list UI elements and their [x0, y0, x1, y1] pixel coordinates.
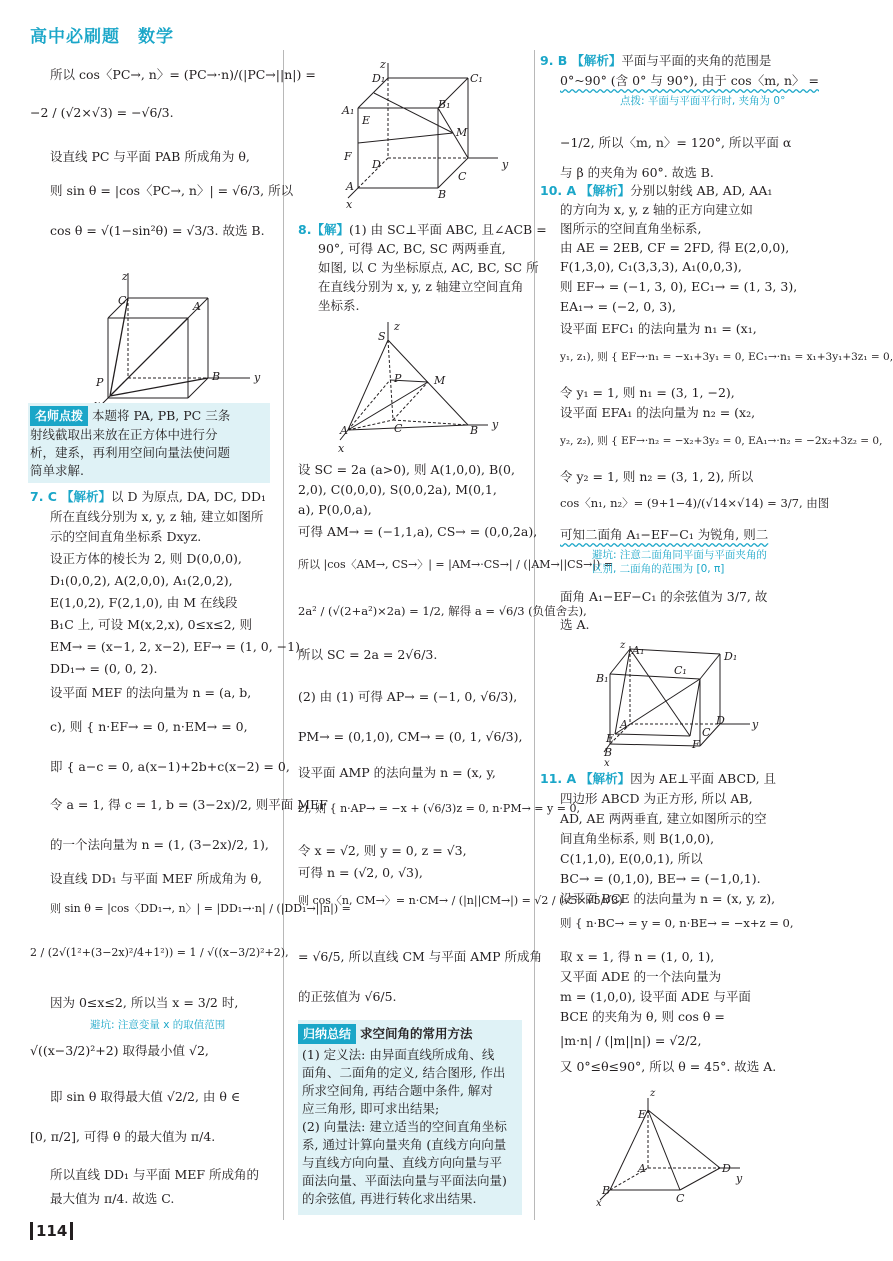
tip-line: 射线截取出来放在正方体中进行分 [30, 427, 218, 442]
summary-line: 系, 通过计算向量夹角 (直线方向向量 [302, 1137, 507, 1152]
text-line: 图所示的空间直角坐标系, [560, 221, 702, 236]
q9-tag: 【解析】 [571, 53, 622, 68]
text-line: 设平面 EFA₁ 的法向量为 n₂ = (x₂, [560, 405, 756, 420]
summary-line: 面角、二面角的定义, 结合图形, 作出 [302, 1065, 506, 1080]
text-line: 设平面 EFC₁ 的法向量为 n₁ = (x₁, [560, 321, 757, 336]
figure-label: F [692, 738, 700, 751]
column-divider [283, 50, 284, 1220]
avoid-note: 避坑: 注意变量 x 的取值范围 [90, 1019, 226, 1031]
tip-line: 析，建系，再利用空间向量法使问题 [30, 445, 231, 460]
summary-line: (2) 向量法: 建立适当的空间直角坐标 [302, 1119, 507, 1134]
q9-range-text: 0°~90° (含 0° 与 90°), 由于 cos〈m, n〉 = [560, 73, 819, 88]
text-line: 所以 cos〈PC→, n〉= (PC→·n)/(|PC→||n|) = [50, 67, 316, 82]
text-line: z), 则 { n·AP→ = −x + (√6/3)z = 0, n·PM→ = y = 0, [298, 802, 580, 815]
text-line: E(1,0,2), F(2,1,0), 由 M 在线段 [50, 595, 238, 610]
text-line: 设平面 BCE 的法向量为 n = (x, y, z), [560, 891, 776, 906]
q8-tag: 【解】 [311, 222, 349, 237]
figure-pyramid [590, 1098, 780, 1208]
q11-text: 因为 AE⊥平面 ABCD, 且 [630, 771, 777, 786]
figure-label: M [434, 374, 446, 387]
text-line: (2) 由 (1) 可得 AP→ = (−1, 0, √6/3), [298, 689, 518, 704]
figure-label: x [604, 758, 610, 769]
q11-head [540, 770, 776, 788]
tip-line [30, 406, 230, 426]
text-line: D₁(0,0,2), A(2,0,0), A₁(2,0,2), [50, 573, 233, 588]
figure-label: y [492, 418, 499, 431]
figure-label: M [456, 126, 468, 139]
figure-label: A [193, 300, 201, 313]
text-line: y₂, z₂), 则 { EF→·n₂ = −x₂+3y₂ = 0, EA₁→·n₂ = −2x₂+3z₂ = 0, [560, 435, 883, 447]
text-line: cos〈n₁, n₂〉= (9+1−4)/(√14×√14) = 3/7, 由图 [560, 496, 830, 510]
text-line: 所以直线 DD₁ 与平面 MEF 所成角的 [50, 1167, 260, 1182]
text-line: 又 0°≤θ≤90°, 所以 θ = 45°. 故选 A. [560, 1059, 777, 1074]
text-line: 2,0), C(0,0,0), S(0,0,2a), M(0,1, [298, 482, 497, 497]
q9-text: 平面与平面的夹角的范围是 [621, 53, 772, 68]
figure-label: B₁ [596, 672, 609, 685]
text-line: 所以 |cos〈AM→, CS→〉| = |AM→·CS→| / (|AM→||CS→|) = [298, 558, 614, 571]
q7-number: 7. C [30, 489, 57, 504]
text-line: 设直线 PC 与平面 PAB 所成角为 θ, [50, 149, 250, 164]
figure-label: y [254, 371, 261, 384]
text-line: C(1,1,0), E(0,0,1), 所以 [560, 851, 703, 866]
figure-label: y [736, 1172, 743, 1185]
text-line: 2 / (2√(1²+(3−2x)²/4+1²)) = 1 / √((x−3/2)²+2), [30, 946, 289, 959]
figure-label: C₁ [674, 664, 687, 677]
figure-label: S [378, 330, 386, 343]
q7-head [30, 488, 266, 506]
q10-dihedral-text: 可知二面角 A₁−EF−C₁ 为锐角, 则二 [560, 527, 769, 542]
text-line: 设平面 MEF 的法向量为 n = (a, b, [50, 685, 252, 700]
figure-label: B [438, 188, 447, 201]
q8-text: (1) 由 SC⊥平面 ABC, 且∠ACB = [348, 222, 547, 237]
summary-line: 面法向量、平面法向量与平面法向量) [302, 1173, 507, 1188]
figure-label: A [638, 1162, 646, 1175]
figure-label: z [380, 58, 386, 71]
text-line: 又平面 ADE 的一个法向量为 [560, 969, 722, 984]
text-line: 即 { a−c = 0, a(x−1)+2b+c(x−2) = 0, [50, 759, 290, 774]
figure-label: D₁ [372, 72, 386, 85]
text-line: 可得 n = (√2, 0, √3), [298, 865, 423, 880]
figure-label: x [338, 442, 345, 455]
text-line [540, 526, 768, 544]
text-line: −2 / (√2×√3) = −√6/3. [30, 105, 174, 120]
text-line: 间直角坐标系, 则 B(1,0,0), [560, 831, 715, 846]
text-line: DD₁→ = (0, 0, 2). [50, 661, 158, 676]
q10-text: 分别以射线 AB, AD, AA₁ [630, 183, 773, 198]
figure-label: x [346, 198, 353, 211]
text-line: AD, AE 两两垂直, 建立如图所示的空 [560, 811, 767, 826]
text-line: 示的空间直角坐标系 Dxyz. [50, 529, 202, 544]
figure-label: A [620, 718, 628, 731]
text-line: 取 x = 1, 得 n = (1, 0, 1), [560, 949, 715, 964]
figure-label: A₁ [632, 644, 645, 657]
text-line: 则 sin θ = |cos〈PC→, n〉| = √6/3, 所以 [50, 183, 294, 198]
figure-label: D [722, 1162, 731, 1175]
text-line: BCE 的夹角为 θ, 则 cos θ = [560, 1009, 725, 1024]
summary-head [298, 1024, 473, 1044]
text-line: y₁, z₁), 则 { EF→·n₁ = −x₁+3y₁ = 0, EC₁→·n₁ = x₁+3y₁+3z₁ = 0, [560, 351, 893, 363]
figure-label: A [346, 180, 354, 193]
text-line: 如图, 以 C 为坐标原点, AC, BC, SC 所 [318, 260, 539, 275]
text-line: 选 A. [560, 617, 590, 632]
q11-number: 11. A [540, 771, 577, 786]
text-line: = √6/5, 所以直线 CM 与平面 AMP 所成角 [298, 949, 542, 964]
text-line: 所在直线分别为 x, y, z 轴, 建立如图所 [50, 509, 264, 524]
text-line: 设 SC = 2a (a>0), 则 A(1,0,0), B(0, [298, 462, 515, 477]
q11-tag: 【解析】 [580, 771, 631, 786]
text-line: 则 sin θ = |cos〈DD₁→, n〉| = |DD₁→·n| / (|DD₁→||n|) = [50, 902, 351, 915]
text-line: 令 a = 1, 得 c = 1, b = (3−2x)/2, 则平面 MEF [50, 797, 328, 812]
text-line: 与 β 的夹角为 60°. 故选 B. [560, 165, 714, 180]
figure-label: C [118, 294, 127, 307]
text-line: |m·n| / (|m||n|) = √2/2, [560, 1033, 702, 1048]
figure-label: P [96, 376, 104, 389]
text-line: 设平面 AMP 的法向量为 n = (x, y, [298, 765, 496, 780]
text-line: 面角 A₁−EF−C₁ 的余弦值为 3/7, 故 [560, 589, 768, 604]
summary-badge: 归纳总结 [298, 1024, 356, 1044]
text-line: √((x−3/2)²+2) 取得最小值 √2, [30, 1043, 209, 1058]
q10-tag: 【解析】 [580, 183, 631, 198]
figure-cube-3 [600, 644, 780, 756]
text-line: 的正弦值为 √6/5. [298, 989, 397, 1004]
text-line: −1/2, 所以〈m, n〉= 120°, 所以平面 α [560, 135, 792, 150]
text-line: 令 y₂ = 1, 则 n₂ = (3, 1, 2), 所以 [560, 469, 754, 484]
tip-line: 简单求解. [30, 463, 84, 478]
figure-label: D₁ [724, 650, 738, 663]
avoid-note: 避坑: 注意二面角同平面与平面夹角的区别, 二面角的范围为 [0, π] [592, 549, 767, 575]
q7-tag: 【解析】 [60, 489, 111, 504]
text-line: 的一个法向量为 n = (1, (3−2x)/2, 1), [50, 837, 269, 852]
summary-line: 所求空间角, 再结合题中条件, 解对 [302, 1083, 493, 1098]
figure-tetrahedron [328, 320, 528, 460]
figure-label: C [458, 170, 467, 183]
summary-line: 应三角形, 即可求出结果; [302, 1101, 440, 1116]
text-line: 则 { n·BC→ = y = 0, n·BE→ = −x+z = 0, [560, 916, 794, 930]
figure-label: E [362, 114, 371, 127]
figure-label: z [122, 270, 128, 283]
text-line: EA₁→ = (−2, 0, 3), [560, 299, 677, 314]
text-line: EM→ = (x−1, 2, x−2), EF→ = (1, 0, −1), [50, 639, 304, 654]
hint-note: 点拨: 平面与平面平行时, 夹角为 0° [620, 95, 786, 107]
figure-label: A [340, 424, 348, 437]
figure-label: C₁ [470, 72, 483, 85]
figure-cube-2 [338, 58, 518, 208]
text-line: 由 AE = 2EB, CF = 2FD, 得 E(2,0,0), [560, 240, 790, 255]
text-line: 在直线分别为 x, y, z 轴建立空间直角 [318, 279, 524, 294]
figure-label: z [394, 320, 400, 333]
q10-head [540, 182, 772, 200]
text-line: 四边形 ABCD 为正方形, 所以 AB, [560, 791, 753, 806]
figure-label: B [212, 370, 221, 383]
figure-label: y [502, 158, 509, 171]
text-line: a), P(0,0,a), [298, 502, 372, 517]
figure-label: x [596, 1198, 602, 1209]
summary-line: 的余弦值, 再进行转化求出结果. [302, 1191, 477, 1206]
text-line: 设直线 DD₁ 与平面 MEF 所成角为 θ, [50, 871, 263, 886]
text-line: 设正方体的棱长为 2, 则 D(0,0,0), [50, 551, 242, 566]
text-line: 即 sin θ 取得最大值 √2/2, 由 θ ∈ [50, 1089, 241, 1104]
text-line: 的方向为 x, y, z 轴的正方向建立如 [560, 202, 753, 217]
text-line [540, 72, 819, 90]
text-line: 因为 0≤x≤2, 所以当 x = 3/2 时, [50, 995, 239, 1010]
text-line: B₁C 上, 可设 M(x,2,x), 0≤x≤2, 则 [50, 617, 253, 632]
text-line: [0, π/2], 可得 θ 的最大值为 π/4. [30, 1129, 216, 1144]
figure-label: P [394, 372, 402, 385]
q7-text: 以 D 为原点, DA, DC, DD₁ [110, 489, 267, 504]
text-line: c), 则 { n·EF→ = 0, n·EM→ = 0, [50, 719, 248, 734]
summary-line: 与直线方向向量、直线方向向量与平 [302, 1155, 503, 1170]
figure-label: B [470, 424, 479, 437]
text-line: 则 cos〈n, CM→〉= n·CM→ / (|n||CM→|) = √2 / (√5×√5/√3) [298, 894, 623, 907]
figure-label: A₁ [342, 104, 355, 117]
figure-label: z [650, 1088, 656, 1099]
text-line: PM→ = (0,1,0), CM→ = (0, 1, √6/3), [298, 729, 523, 744]
q8-head [298, 221, 547, 239]
text-line: 坐标系. [318, 298, 360, 313]
figure-label: C [702, 726, 711, 739]
text-line: 可得 AM→ = (−1,1,a), CS→ = (0,0,2a), [298, 524, 538, 539]
summary-line: (1) 定义法: 由异面直线所成角、线 [302, 1047, 495, 1062]
figure-label: y [752, 718, 759, 731]
text-line: 2a² / (√(2+a²)×2a) = 1/2, 解得 a = √6/3 (负值舍去), [298, 604, 587, 618]
figure-label: E [638, 1108, 647, 1121]
figure-label: B₁ [438, 98, 451, 111]
figure-label: D [372, 158, 381, 171]
text-line: 90°, 可得 AC, BC, SC 两两垂直, [318, 241, 506, 256]
figure-label: z [620, 640, 626, 651]
text-line: cos θ = √(1−sin²θ) = √3/3. 故选 B. [50, 223, 265, 238]
text-line: 所以 SC = 2a = 2√6/3. [298, 647, 438, 662]
q8-number: 8. [298, 222, 312, 237]
figure-label: C [394, 422, 403, 435]
text-line: F(1,3,0), C₁(3,3,3), A₁(0,0,3), [560, 259, 742, 274]
text-line: 最大值为 π/4. 故选 C. [50, 1191, 175, 1206]
figure-label: D [716, 714, 725, 727]
page-header-title: 高中必刷题 数学 [30, 27, 174, 47]
figure-label: E [606, 732, 615, 745]
q10-number: 10. A [540, 183, 577, 198]
text-line: 令 x = √2, 则 y = 0, z = √3, [298, 843, 467, 858]
text-line: 则 EF→ = (−1, 3, 0), EC₁→ = (1, 3, 3), [560, 279, 798, 294]
text-line: BC→ = (0,1,0), BE→ = (−1,0,1). [560, 871, 761, 886]
q9-head [540, 52, 771, 70]
text-line: m = (1,0,0), 设平面 ADE 与平面 [560, 989, 751, 1004]
text-line: 令 y₁ = 1, 则 n₁ = (3, 1, −2), [560, 385, 735, 400]
summary-title: 求空间角的常用方法 [360, 1026, 473, 1041]
figure-label: B [602, 1184, 611, 1197]
figure-label: B [604, 746, 613, 759]
tip-text: 本题将 PA, PB, PC 三条 [92, 408, 231, 423]
page-number: 114 [30, 1222, 73, 1240]
figure-label: C [676, 1192, 685, 1205]
figure-cube-1 [80, 258, 260, 398]
figure-label: F [344, 150, 352, 163]
q9-number: 9. B [540, 53, 568, 68]
tip-badge: 名师点拨 [30, 406, 88, 426]
